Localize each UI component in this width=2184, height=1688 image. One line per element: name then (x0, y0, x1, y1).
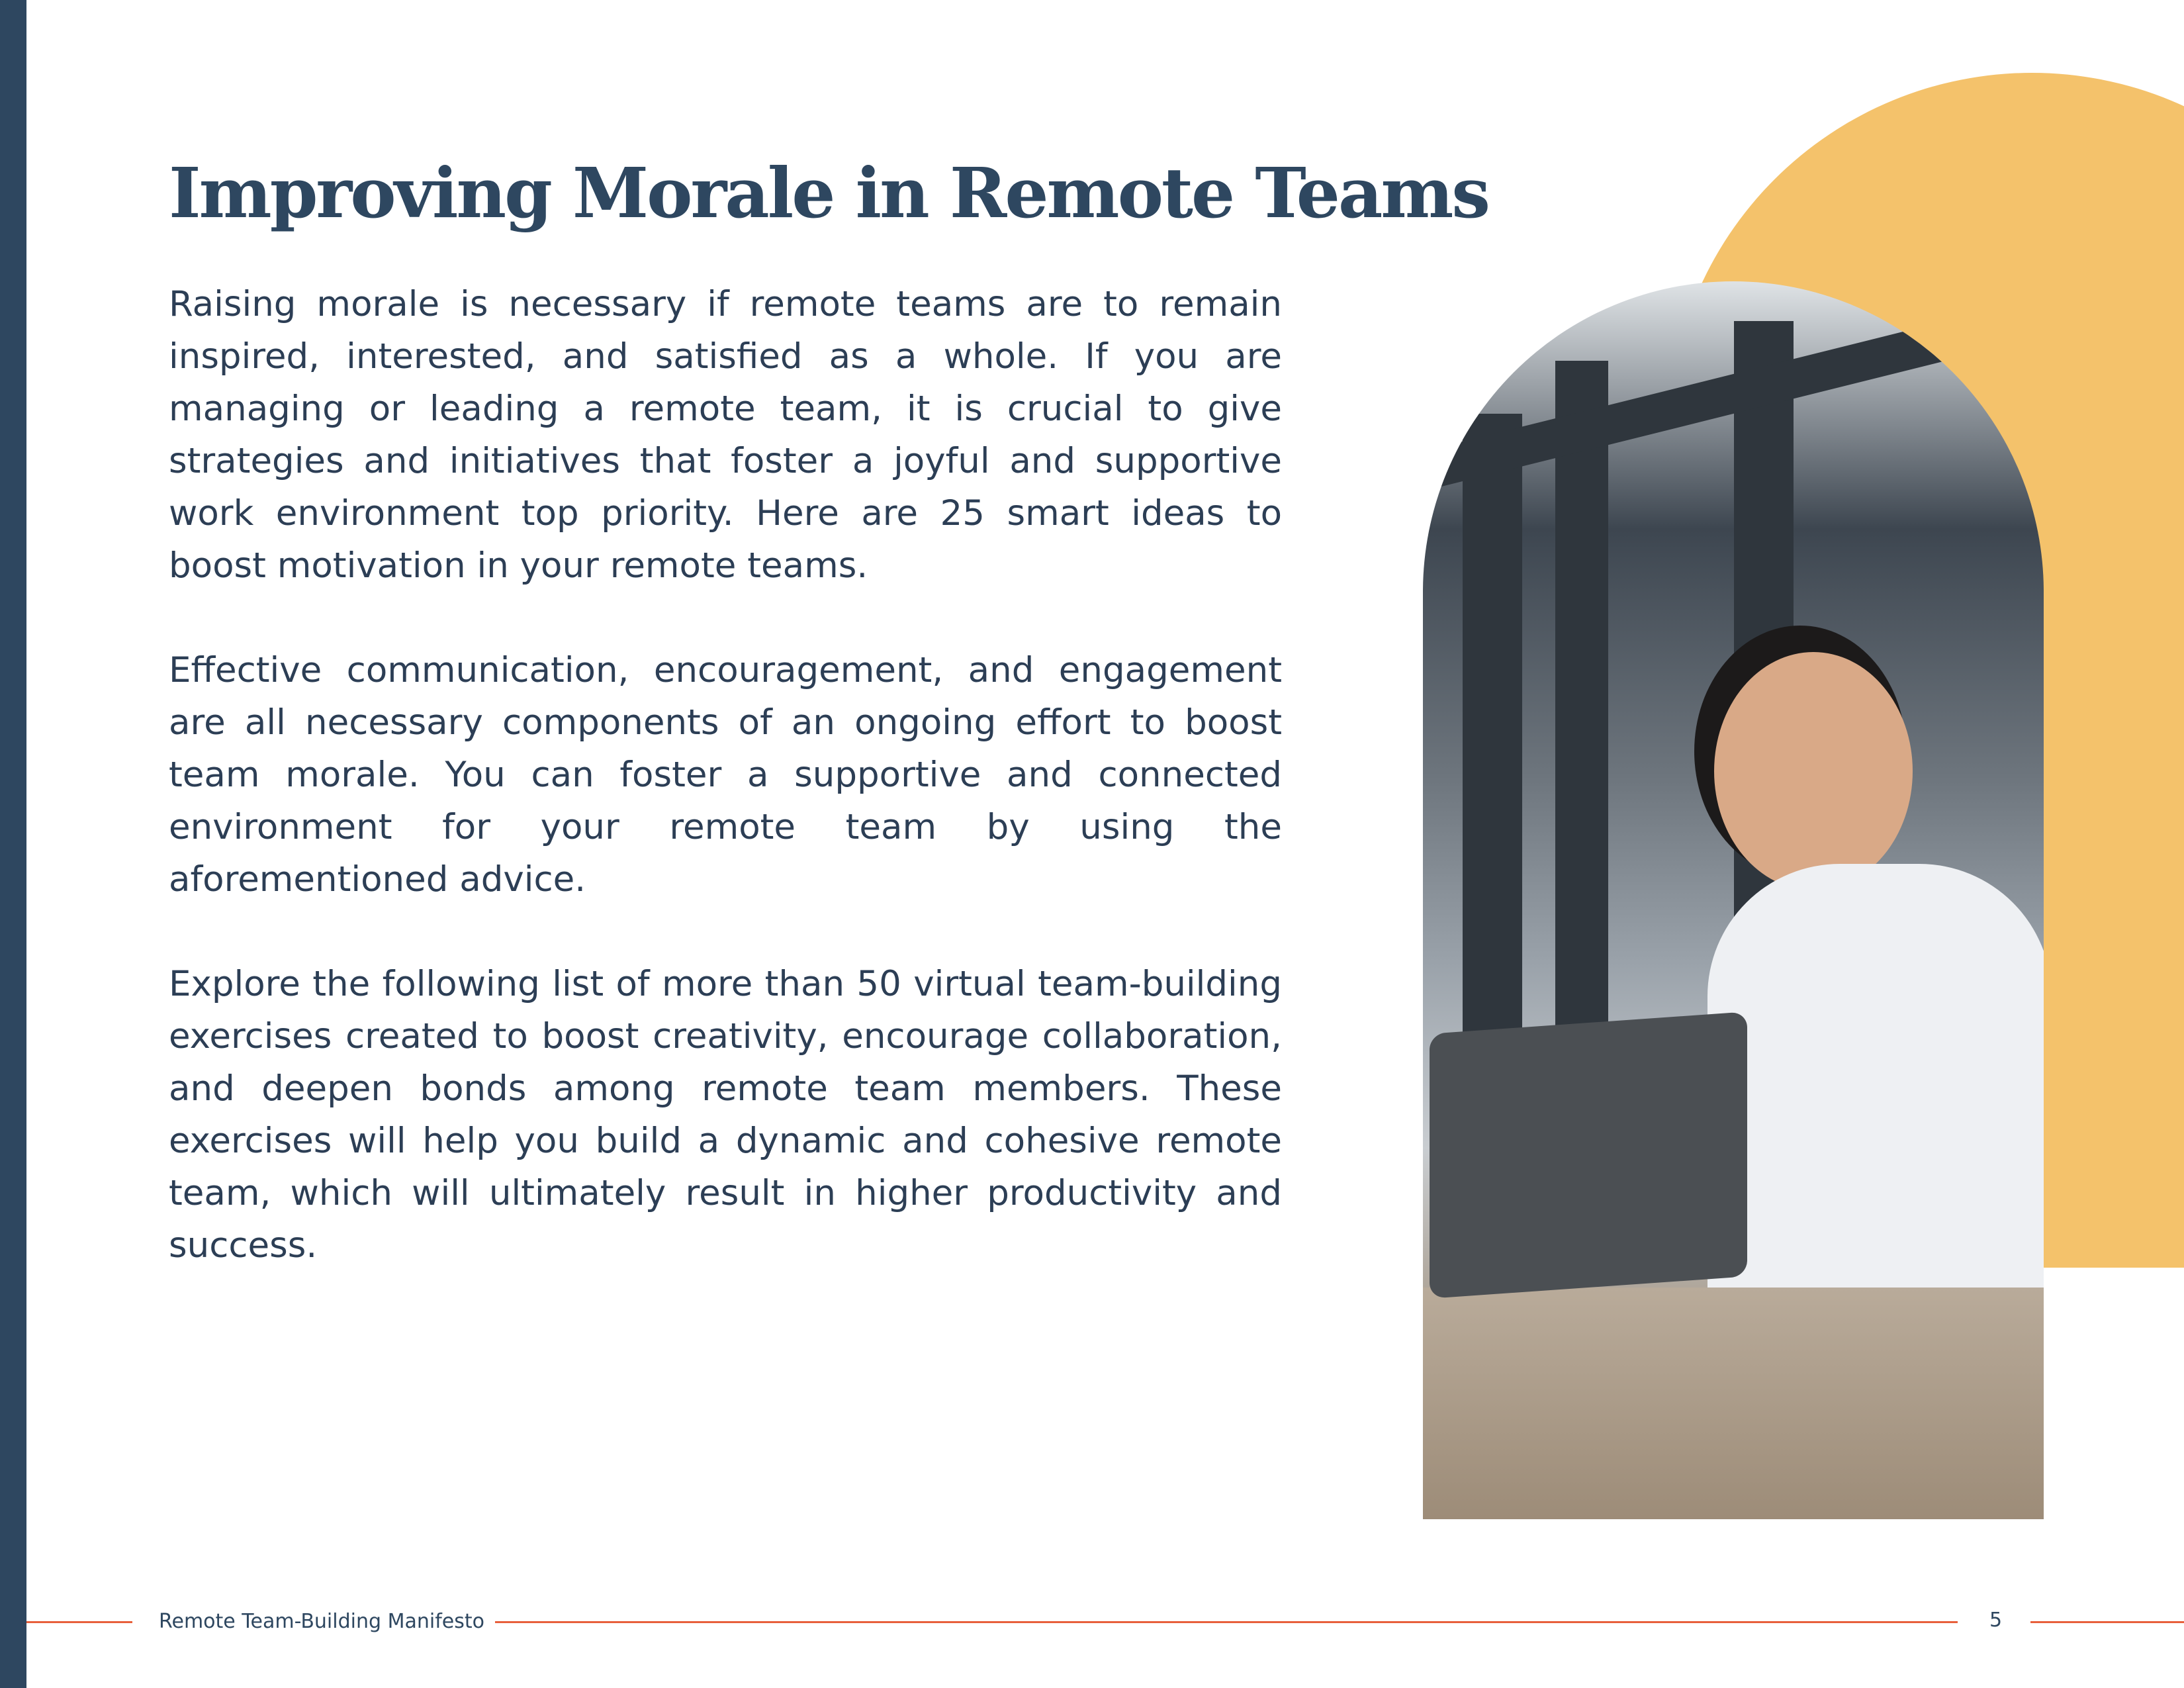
paragraph: Explore the following list of more than 50 virtual team-building exercises created to boost creativity, encourage collaboration, and deepen bonds among remote team members. These exercises will help you build a dynamic and cohesive remote team, which will ultimately result in higher productivity and success. (169, 964, 1282, 1266)
footer-divider (495, 1621, 1958, 1623)
body-text (169, 278, 1282, 1324)
shelf-post (1555, 361, 1608, 1089)
page-number: 5 (1989, 1609, 2003, 1632)
footer-divider (2030, 1621, 2184, 1623)
paragraph: Effective communication, encouragement, and engagement are all necessary components of an ongoing effort to boost team morale. You can foster a supportive and connected environment for your remote team by using the aforementioned advice. (169, 650, 1282, 900)
arch-photo (1423, 281, 2044, 1519)
paragraph: Raising morale is necessary if remote teams are to remain inspired, interested, and satisfied as a whole. If you are managing or leading a remote team, it is crucial to give strategies and initiatives that foster a joyful and supportive work environment top priority. Here are 25 smart ideas to boost motivation in your remote teams. (169, 284, 1282, 586)
footer-document-title: Remote Team-Building Manifesto (159, 1610, 484, 1633)
tablet (1430, 1011, 1747, 1299)
page-title: Improving Morale in Remote Teams (169, 152, 1488, 234)
shelf-beam (1423, 297, 2044, 491)
footer-divider (26, 1621, 132, 1623)
desk (1423, 1288, 2044, 1519)
person-head (1714, 652, 1913, 890)
left-accent-bar (0, 0, 26, 1688)
